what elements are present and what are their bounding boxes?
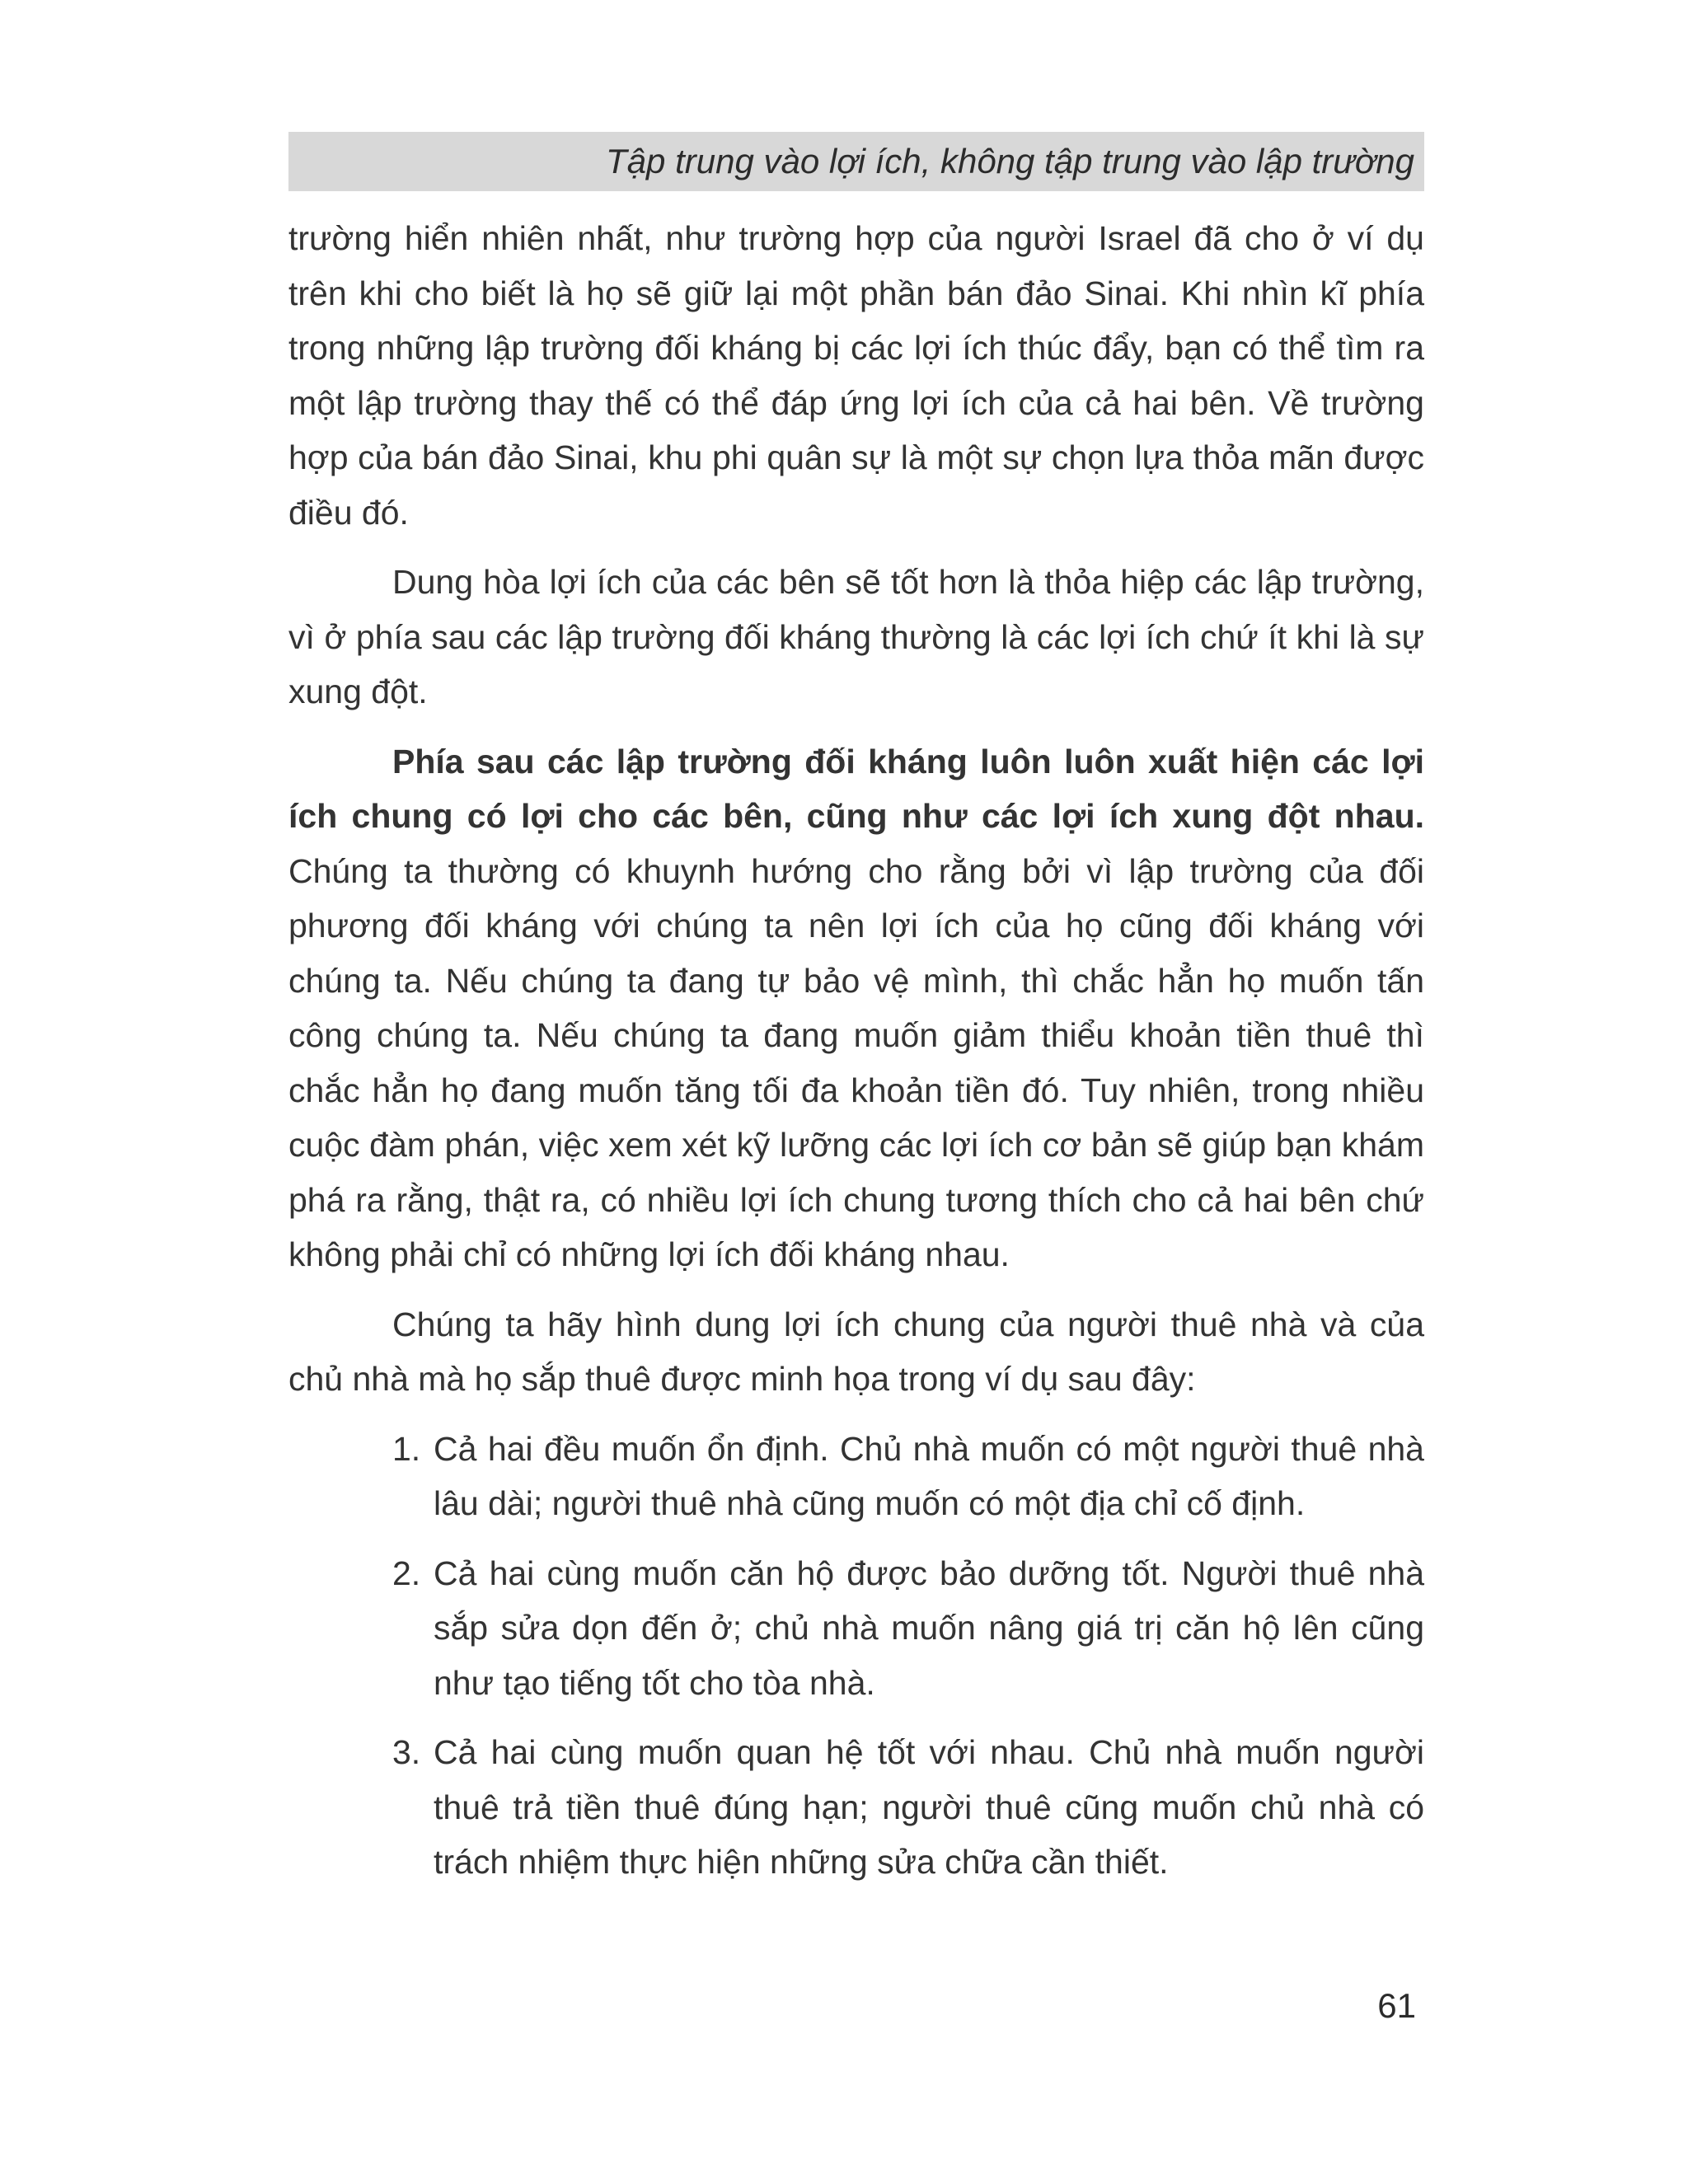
list-item [392, 1725, 1424, 1890]
running-header-title: Tập trung vào lợi ích, không tập trung vào lập trường [606, 142, 1414, 180]
list-item [392, 1546, 1424, 1711]
paragraph-3-text: Chúng ta thường có khuynh hướng cho rằng bởi vì lập trường của đối phương đối kháng với chúng ta nên lợi ích của họ cũng đối kháng với chúng ta. Nếu chúng ta đang tự bảo vệ mình, thì chắc hẳn họ muốn tấn công chúng ta. Nếu chúng ta đang muốn giảm thiểu khoản tiền thuê thì chắc hẳn họ đang muốn tăng tối đa khoản tiền đó. Tuy nhiên, trong nhiều cuộc đàm phán, việc xem xét kỹ lưỡng các lợi ích cơ bản sẽ giúp bạn khám phá ra rằng, thật ra, có nhiều lợi ích chung tương thích cho cả hai bên chứ không phải chỉ có những lợi ích đối kháng nhau. [288, 851, 1424, 1273]
list-item [392, 1422, 1424, 1531]
list-item-text: Cả hai cùng muốn căn hộ được bảo dưỡng tốt. Người thuê nhà sắp sửa dọn đến ở; chủ nhà muốn nâng giá trị căn hộ lên cũng như tạo tiếng tốt cho tòa nhà. [434, 1554, 1424, 1702]
running-header [288, 132, 1424, 191]
paragraph-2: Dung hòa lợi ích của các bên sẽ tốt hơn là thỏa hiệp các lập trường, vì ở phía sau các lập trường đối kháng thường là các lợi ích chứ ít khi là sự xung đột. [288, 563, 1424, 710]
paragraph-4: Chúng ta hãy hình dung lợi ích chung của người thuê nhà và của chủ nhà mà họ sắp thuê được minh họa trong ví dụ sau đây: [288, 1305, 1424, 1398]
list-item-number: 3. [392, 1733, 421, 1771]
list-item-number: 1. [392, 1429, 421, 1468]
numbered-list [288, 1422, 1424, 1890]
page-body [288, 211, 1424, 1905]
paragraph-1: trường hiển nhiên nhất, như trường hợp của người Israel đã cho ở ví dụ trên khi cho biết là họ sẽ giữ lại một phần bán đảo Sinai. Khi nhìn kĩ phía trong những lập trường đối kháng bị các lợi ích thúc đẩy, bạn có thể tìm ra một lập trường thay thế có thể đáp ứng lợi ích của cả hai bên. Về trường hợp của bán đảo Sinai, khu phi quân sự là một sự chọn lựa thỏa mãn được điều đó. [288, 219, 1424, 532]
page-number: 61 [1377, 1986, 1416, 2025]
list-item-text: Cả hai đều muốn ổn định. Chủ nhà muốn có một người thuê nhà lâu dài; người thuê nhà cũng muốn có một địa chỉ cố định. [434, 1429, 1424, 1522]
paragraph-3-bold-lead: Phía sau các lập trường đối kháng luôn luôn xuất hiện các lợi ích chung có lợi cho các bên, cũng như các lợi ích xung đột nhau. [288, 742, 1424, 835]
list-item-number: 2. [392, 1554, 421, 1592]
paragraph-3 [288, 734, 1424, 1282]
list-item-text: Cả hai cùng muốn quan hệ tốt với nhau. Chủ nhà muốn người thuê trả tiền thuê đúng hạn; người thuê cũng muốn chủ nhà có trách nhiệm thực hiện những sửa chữa cần thiết. [434, 1733, 1424, 1881]
